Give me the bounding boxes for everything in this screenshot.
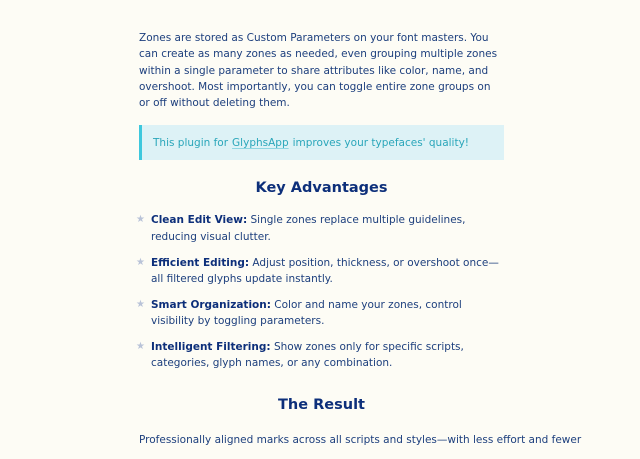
list-item: [136, 212, 504, 245]
star-icon: ★: [136, 298, 145, 310]
star-icon: ★: [136, 340, 145, 352]
advantage-text: Single zones replace multiple guidelines, reducing visual clutter.: [151, 214, 466, 243]
advantage-text: Show zones only for specific scripts, categories, glyph names, or any combination.: [151, 340, 464, 370]
plugin-callout: [139, 125, 504, 160]
intro-paragraph: Zones are stored as Custom Parameters on your font masters. You can create as many zones as needed, even grouping multiple zones within a single parameter to share attributes like color, name, and overshoot. Most importantly, you can toggle entire zone groups on or off without deleting them.: [139, 32, 498, 110]
list-item: [136, 297, 504, 330]
list-item: [136, 255, 504, 288]
callout-text-after: improves your typefaces' quality!: [292, 136, 470, 149]
advantages-list: [136, 212, 504, 371]
callout-text-before: This plugin for: [153, 136, 229, 149]
star-icon: ★: [136, 256, 145, 268]
advantage-term: Intelligent Filtering:: [151, 340, 271, 353]
result-paragraph: Professionally aligned marks across all scripts and styles—with less effort and fewer: [139, 434, 582, 447]
star-icon: ★: [136, 214, 145, 226]
advantage-term: Efficient Editing:: [151, 256, 250, 269]
advantage-term: Smart Organization:: [151, 298, 271, 311]
advantage-text: Color and name your zones, control visibility by toggling parameters.: [151, 298, 462, 327]
advantage-text: Adjust position, thickness, or overshoot once—all filtered glyphs update instantly.: [151, 256, 499, 285]
result-heading: The Result: [278, 397, 365, 414]
list-item: [136, 339, 504, 372]
article-content: [136, 30, 582, 459]
key-advantages-heading: Key Advantages: [255, 180, 388, 197]
advantage-term: Clean Edit View:: [151, 214, 248, 227]
glyphsapp-link[interactable]: GlyphsApp: [232, 136, 289, 149]
